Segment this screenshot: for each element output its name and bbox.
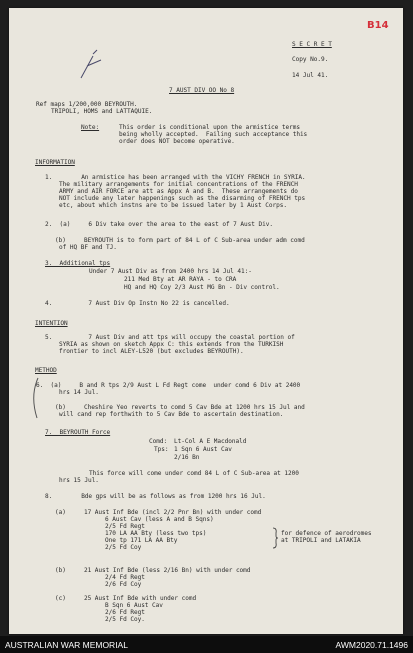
para-7-comd-label: Comd:	[149, 438, 168, 445]
para-1-line-5: etc, about which instns are to be issued later by 1 Aust Corps.	[59, 202, 287, 209]
para-2a: 2. (a) 6 Div take over the area to the east of 7 Aust Div.	[45, 221, 273, 228]
para-8a-line-1: (a) 17 Aust Inf Bde (incl 2/2 Pnr Bn) with under comd	[55, 509, 262, 516]
para-6a-line-1: 6. (a) B and R tps 2/9 Aust L Fd Regt come under comd 6 Div at 2400	[36, 382, 301, 389]
para-3-line-3: HQ and HQ Coy 2/3 Aust MG Bn - Div control.	[124, 284, 280, 291]
para-3-heading: 3. Additional tps	[45, 260, 111, 267]
para-5-line-3: frontier to incl ALEY-L520 (but excludes BEYROUTH).	[59, 348, 244, 355]
para-8c-line-3: 2/6 Fd Regt	[105, 609, 145, 616]
para-1-line-3: ARMY and AIR FORCE are att as Appx A and B. These arrangements do	[59, 188, 298, 195]
para-8b-line-1: (b) 21 Aust Inf Bde (less 2/16 Bn) with under comd	[55, 567, 251, 574]
para-7-tail-line-2: hrs 15 Jul.	[59, 477, 99, 484]
archive-ref-stamp: B14	[367, 20, 389, 31]
para-5-line-2: SYRIA as shown on sketch Appx C: this extends from the TURKISH	[59, 341, 284, 348]
handwritten-mark	[71, 46, 111, 82]
para-1-line-4: NOT include any later happenings such as the disarming of FRENCH tps	[59, 195, 306, 202]
aerodromes-line-1: for defence of aerodromes	[281, 530, 372, 537]
note-label: Note:	[81, 124, 100, 131]
ref-maps-line-1: Ref maps 1/200,000 BEYROUTH.	[36, 101, 138, 108]
para-7-tps-line-2: 2/16 Bn	[174, 454, 200, 461]
para-2b-line-1: (b) BEYROUTH is to form part of 84 L of C Sub-area under adm comd	[55, 237, 305, 244]
aerodromes-line-2: at TRIPOLI and LATAKIA	[281, 537, 361, 544]
footer-accession-number: AWM2020.71.1496	[335, 640, 408, 650]
para-8a-line-4: 170 LA AA Bty (less two tps)	[105, 530, 207, 537]
para-3-line-2: 211 Med Bty at AR RAYA - to CRA	[124, 276, 237, 283]
para-8-heading: 8. Bde gps will be as follows as from 1200 hrs 16 Jul.	[45, 493, 266, 500]
para-7-tail-line-1: This force will come under comd 84 L of C Sub-area at 1200	[89, 470, 299, 477]
order-date: 14 Jul 41.	[292, 72, 329, 79]
para-3-line-1: Under 7 Aust Div as from 2400 hrs 14 Jul 41:-	[89, 268, 252, 275]
para-8a-line-6: 2/5 Fd Coy	[105, 544, 142, 551]
section-method: METHOD	[35, 367, 57, 374]
ref-maps-line-2: TRIPOLI, HOMS and LATTAQUIE.	[51, 108, 153, 115]
para-8b-line-2: 2/4 Fd Regt	[105, 574, 145, 581]
para-8b-line-3: 2/6 Fd Coy	[105, 581, 142, 588]
para-7-tps-line-1: 1 Sqn 6 Aust Cav	[174, 446, 232, 453]
note-line-2: being wholly accepted. Failing such acceptance this	[119, 131, 308, 138]
note-line-1: This order is conditional upon the armistice terms	[119, 124, 300, 131]
para-8c-line-4: 2/5 Fd Coy.	[105, 616, 145, 623]
para-8a-line-3: 2/5 Fd Regt	[105, 523, 145, 530]
para-4: 4. 7 Aust Div Op Instn No 22 is cancelled.	[45, 300, 230, 307]
aerodromes-brace	[271, 527, 279, 549]
para-7-tps-label: Tps:	[154, 446, 169, 453]
para-6b-line-1: (b) Cheshire Yeo reverts to comd 5 Cav Bde at 1200 hrs 15 Jul and	[55, 404, 305, 411]
para-8a-line-5: One tp 171 LA AA Bty	[105, 537, 178, 544]
para-8c-line-2: B Sqn 6 Aust Cav	[105, 602, 163, 609]
para-8a-line-2: 6 Aust Cav (less A and B Sqns)	[105, 516, 214, 523]
note-line-3: order does NOT become operative.	[119, 138, 235, 145]
para-6a-line-2: hrs 14 Jul.	[59, 389, 99, 396]
document-page	[9, 8, 403, 634]
para-5-line-1: 5. 7 Aust Div and att tps will occupy the coastal portion of	[45, 334, 295, 341]
footer-institution: AUSTRALIAN WAR MEMORIAL	[5, 640, 128, 650]
archive-footer	[0, 636, 413, 653]
para-7-comd-value: Lt-Col A E Macdonald	[174, 438, 247, 445]
para-1-line-2: The military arrangements for initial concentrations of the FRENCH	[59, 181, 298, 188]
order-title: 7 AUST DIV OO No 8	[169, 87, 235, 94]
para-7-heading: 7. BEYROUTH Force	[45, 429, 111, 436]
para-2b-line-2: of HQ BF and TJ.	[59, 244, 117, 251]
copy-number: Copy No.9.	[292, 56, 329, 63]
classification: S E C R E T	[292, 41, 332, 48]
para-1-line-1: 1. An armistice has been arranged with the VICHY FRENCH in SYRIA.	[45, 174, 306, 181]
para-6b-line-2: will cand rep forthwith to 5 Cav Bde to ascertain destination.	[59, 411, 284, 418]
para-8c-line-1: (c) 25 Aust Inf Bde with under comd	[55, 595, 197, 602]
margin-bracket-mark	[27, 376, 41, 420]
section-information: INFORMATION	[35, 159, 75, 166]
section-intention: INTENTION	[35, 320, 68, 327]
